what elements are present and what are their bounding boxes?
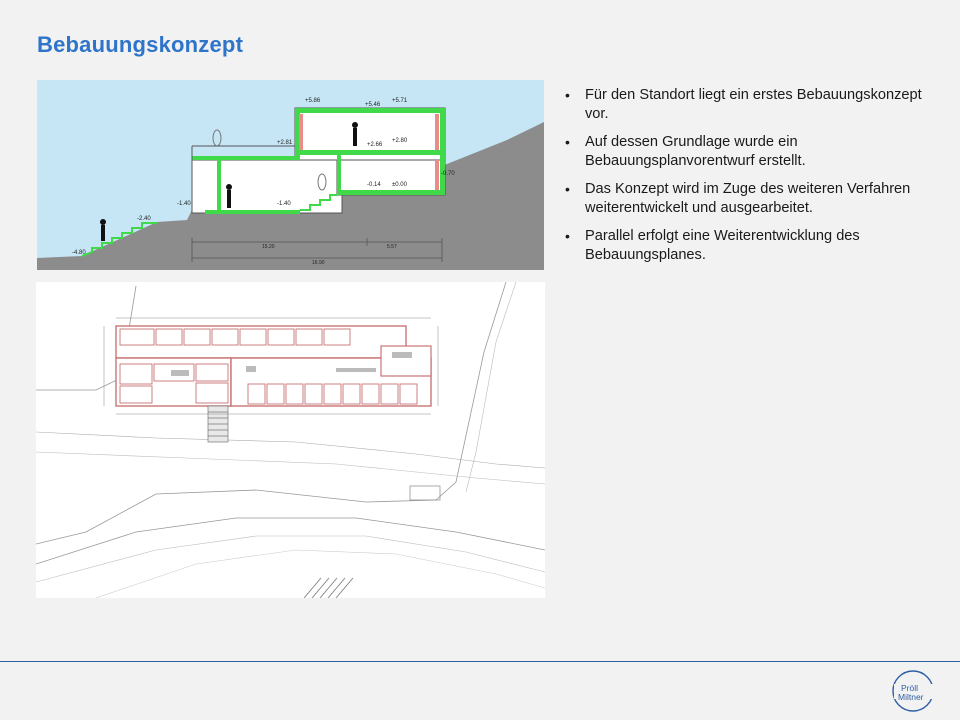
bullet-text: Für den Standort liegt ein erstes Bebauungskonzept vor. — [585, 87, 922, 122]
proell-miltner-logo — [890, 668, 938, 714]
bullet-icon: • — [565, 87, 570, 103]
level-label: -2.40 — [137, 216, 151, 222]
bullet-icon: • — [565, 134, 570, 150]
bullet-item — [563, 227, 923, 265]
logo-text-line2: Miltner — [898, 692, 924, 702]
level-label: +2.81 — [277, 140, 293, 146]
bullet-text: Auf dessen Grundlage wurde ein Bebauungsplanvorentwurf erstellt. — [585, 134, 806, 169]
bullet-item — [563, 86, 923, 124]
bullet-icon: • — [565, 181, 570, 197]
level-label: ±0.00 — [392, 182, 407, 188]
logo-text-line1: Pröll — [901, 683, 919, 693]
level-label: -1.40 — [277, 201, 291, 207]
building-section-drawing — [37, 80, 544, 270]
level-label: +5.86 — [305, 98, 321, 104]
level-label: -4.80 — [72, 250, 86, 256]
level-label: -0.70 — [441, 171, 455, 177]
dimension-label: 15.20 — [262, 244, 275, 250]
level-label: +2.66 — [367, 142, 383, 148]
level-label: +2.80 — [392, 138, 408, 144]
site-floor-plan-drawing — [36, 282, 545, 598]
level-label: +5.71 — [392, 98, 408, 104]
dimension-label: 5.57 — [387, 244, 397, 250]
level-label: -1.40 — [177, 201, 191, 207]
level-label: +5.46 — [365, 102, 381, 108]
footer-divider — [0, 661, 960, 662]
dimension-label: 16.90 — [312, 260, 325, 266]
slide-title: Bebauungskonzept — [37, 32, 244, 57]
bullet-item — [563, 133, 923, 171]
level-label: -0.14 — [367, 182, 381, 188]
bullet-icon: • — [565, 228, 570, 244]
bullet-text: Das Konzept wird im Zuge des weiteren Verfahren weiterentwickelt und ausgearbeitet. — [585, 181, 911, 216]
bullet-list — [563, 86, 923, 274]
bullet-text: Parallel erfolgt eine Weiterentwicklung des Bebauungsplanes. — [585, 228, 860, 263]
bullet-item — [563, 180, 923, 218]
